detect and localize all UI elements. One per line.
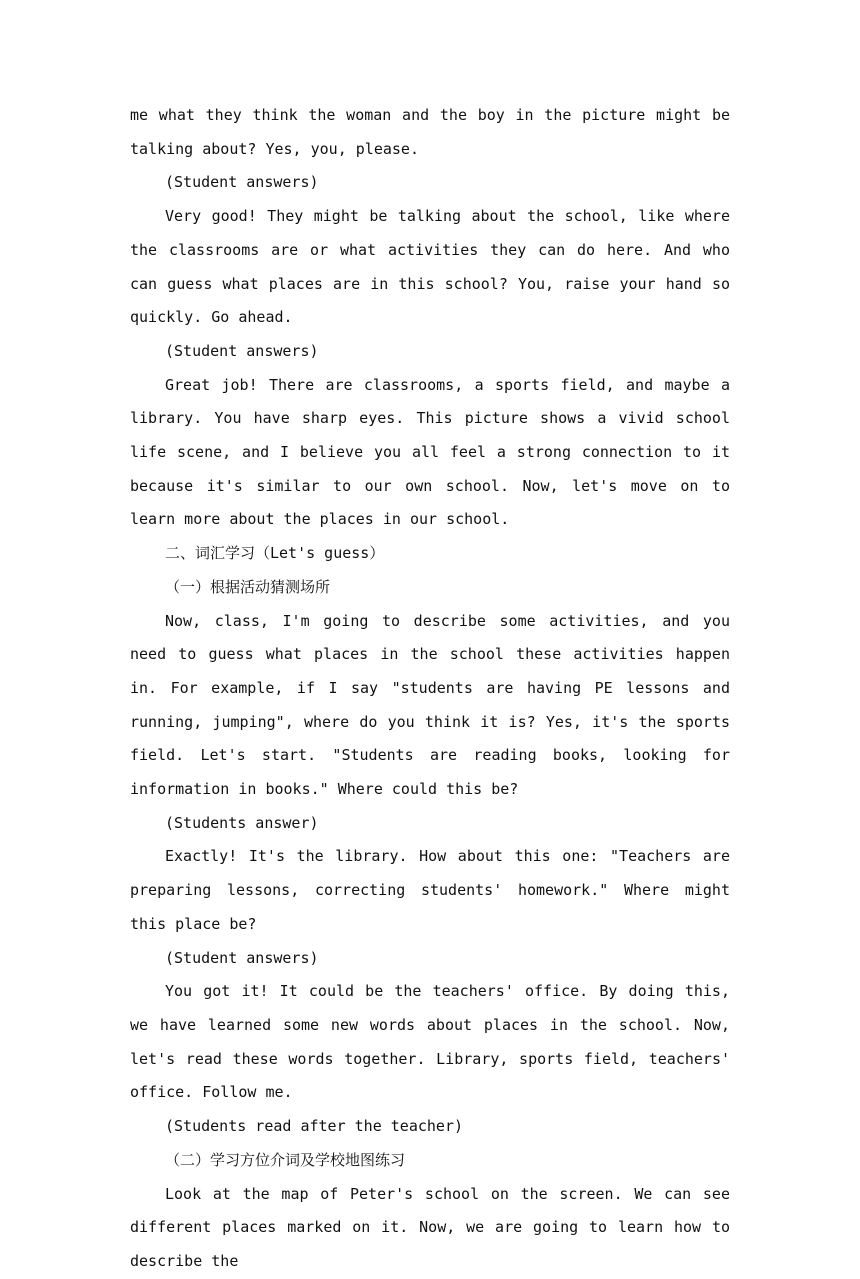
paragraph-1: me what they think the woman and the boy in the picture might be talking about? Yes, you, please. — [130, 106, 730, 158]
document-page — [130, 99, 730, 1279]
paragraph-4: (Student answers) — [165, 341, 319, 360]
paragraph-10: You got it! It could be the teachers' office. By doing this, we have learned some new words about places in the school. Now, let's read these words together. Library, sports field, teachers' office. Follow me. — [130, 982, 730, 1102]
paragraph-5: Great job! There are classrooms, a sports field, and maybe a library. You have sharp eyes. This picture shows a vivid school life scene, and I believe you all feel a strong connection to it because it's similar to our own school. Now, let's move on to learn more about the places in our school. — [130, 375, 730, 529]
paragraph-6: Now, class, I'm going to describe some activities, and you need to guess what places in the school these activities happen in. For example, if I say "students are having PE lessons and running, jumping", where do you think it is? Yes, it's the sports field. Let's start. "Students are reading books, looking for information in books." Where could this be? — [130, 611, 730, 799]
section-heading-vocabulary: 二、词汇学习（Let's guess） — [165, 544, 385, 563]
paragraph-3: Very good! They might be talking about the school, like where the classrooms are or what activities they can do here. And who can guess what places are in this school? You, raise your hand so quickly. Go ahead. — [130, 207, 730, 327]
subsection-heading-prepositions-map: （二）学习方位介词及学校地图练习 — [165, 1150, 406, 1169]
subsection-heading-guess-places: （一）根据活动猜测场所 — [165, 577, 331, 596]
paragraph-7: (Students answer) — [165, 813, 319, 832]
paragraph-2: (Student answers) — [165, 173, 319, 192]
paragraph-11: (Students read after the teacher) — [165, 1117, 464, 1136]
paragraph-9: (Student answers) — [165, 948, 319, 967]
paragraph-8: Exactly! It's the library. How about this one: "Teachers are preparing lessons, correcting students' homework." Where might this place be? — [130, 847, 730, 933]
paragraph-12: Look at the map of Peter's school on the screen. We can see different places marked on it. Now, we are going to learn how to describe the — [130, 1184, 730, 1270]
